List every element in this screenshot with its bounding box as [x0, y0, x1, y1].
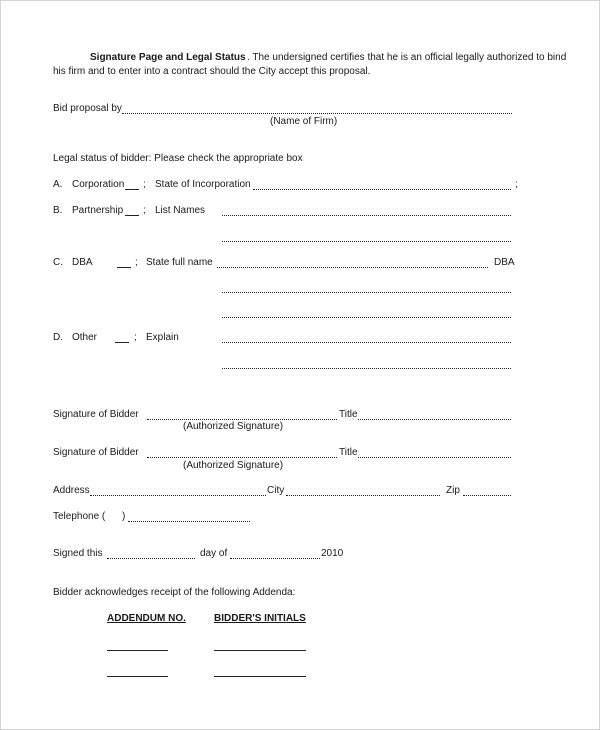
address-field[interactable]: [90, 495, 266, 496]
signature-1-label: Signature of Bidder: [53, 409, 139, 420]
signed-month-field[interactable]: [230, 558, 320, 559]
option-a-letter: A.: [53, 179, 63, 190]
option-c-semicolon: ;: [135, 257, 138, 268]
explain-field-2[interactable]: [222, 368, 511, 369]
other-checkbox[interactable]: [115, 342, 129, 343]
title-2-field[interactable]: [358, 457, 511, 458]
intro-title: Signature Page and Legal Status: [90, 52, 246, 63]
bidders-initials-header: BIDDER'S INITIALS: [214, 613, 306, 624]
telephone-close-paren: ): [122, 511, 126, 522]
signature-2-label: Signature of Bidder: [53, 447, 139, 458]
dba-checkbox[interactable]: [117, 267, 131, 268]
city-field[interactable]: [286, 495, 440, 496]
option-c-label: DBA: [72, 257, 93, 268]
signed-this-label: Signed this: [53, 548, 103, 559]
dba-field-3[interactable]: [222, 317, 511, 318]
option-b-label: Partnership: [72, 205, 124, 216]
dba-field-2[interactable]: [222, 292, 511, 293]
title-1-label: Title: [339, 409, 358, 420]
title-2-label: Title: [339, 447, 358, 458]
corporation-checkbox[interactable]: [125, 189, 139, 190]
signature-1-caption: (Authorized Signature): [183, 421, 284, 432]
partnership-checkbox[interactable]: [125, 215, 139, 216]
state-of-incorporation-field[interactable]: [253, 189, 511, 190]
state-of-incorporation-label: State of Incorporation: [155, 179, 251, 190]
telephone-field[interactable]: [128, 521, 250, 522]
option-d-semicolon: ;: [134, 332, 137, 343]
option-d-label: Other: [72, 332, 98, 343]
option-a-semicolon: ;: [143, 179, 146, 190]
initials-field-1[interactable]: [214, 650, 306, 651]
signed-day-field[interactable]: [107, 558, 195, 559]
firm-name-field[interactable]: [122, 113, 512, 114]
addendum-no-field-2[interactable]: [107, 676, 168, 677]
option-b-letter: B.: [53, 205, 63, 216]
signature-1-field[interactable]: [147, 419, 337, 420]
addendum-no-header: ADDENDUM NO.: [107, 613, 186, 624]
intro-text-line1: . The undersigned certifies that he is an official legally authorized to bind: [247, 52, 567, 63]
option-d-letter: D.: [53, 332, 63, 343]
explain-field-1[interactable]: [222, 342, 511, 343]
option-b-semicolon: ;: [143, 205, 146, 216]
dba-suffix: DBA: [494, 257, 515, 268]
intro-text-line2: his firm and to enter into a contract should the City accept this proposal.: [53, 66, 371, 77]
partner-names-field-2[interactable]: [222, 241, 511, 242]
state-full-name-label: State full name: [146, 257, 213, 268]
list-names-label: List Names: [155, 205, 206, 216]
zip-label: Zip: [446, 485, 460, 496]
signed-year: 2010: [321, 548, 344, 559]
option-c-letter: C.: [53, 257, 63, 268]
partner-names-field-1[interactable]: [222, 215, 511, 216]
zip-field[interactable]: [463, 495, 511, 496]
bid-proposal-label: Bid proposal by: [53, 103, 122, 114]
initials-field-2[interactable]: [214, 676, 306, 677]
telephone-label: Telephone (: [53, 511, 106, 522]
day-of-label: day of: [200, 548, 228, 559]
explain-label: Explain: [146, 332, 179, 343]
signature-2-caption: (Authorized Signature): [183, 460, 284, 471]
signature-2-field[interactable]: [147, 457, 337, 458]
title-1-field[interactable]: [358, 419, 511, 420]
option-a-end-semicolon: ;: [515, 179, 518, 190]
city-label: City: [267, 485, 285, 496]
addenda-acknowledge: Bidder acknowledges receipt of the following Addenda:: [53, 587, 296, 598]
address-label: Address: [53, 485, 90, 496]
legal-status-instruction: Legal status of bidder: Please check the appropriate box: [53, 153, 303, 164]
option-a-label: Corporation: [72, 179, 125, 190]
dba-full-name-field[interactable]: [217, 267, 488, 268]
addendum-no-field-1[interactable]: [107, 650, 168, 651]
firm-name-caption: (Name of Firm): [270, 116, 338, 127]
